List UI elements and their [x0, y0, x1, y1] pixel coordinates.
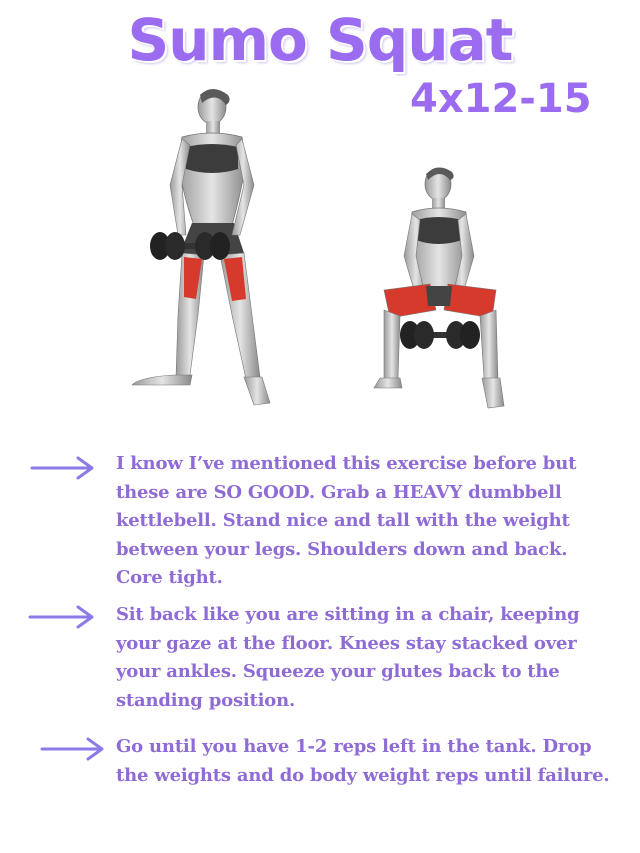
text-line: your ankles. Squeeze your glutes back to the — [116, 661, 560, 682]
text-line: Go until you have 1-2 reps left in the tank. Drop — [116, 736, 592, 757]
instruction-text — [116, 601, 616, 715]
instruction-text — [116, 733, 616, 790]
text-line: your gaze at the floor. Knees stay stacked over — [116, 632, 577, 654]
instruction-text — [116, 450, 616, 593]
woman-standing-with-dumbbell-icon — [120, 85, 290, 415]
arrow-right-icon — [40, 736, 110, 762]
woman-sumo-squat-with-dumbbell-icon — [370, 160, 520, 420]
text-line: kettlebell. Stand nice and tall with the weight — [116, 510, 570, 531]
arrow-right-icon — [28, 604, 100, 630]
text-line: Sit back like you are sitting in a chair, keeping — [116, 604, 580, 625]
exercise-title: Sumo Squat — [127, 6, 513, 74]
sets-reps-label: 4x12-15 — [410, 76, 592, 122]
text-line: Core tight. — [116, 567, 223, 588]
arrow-right-icon — [30, 455, 100, 481]
text-line: standing position. — [116, 689, 296, 711]
text-line: the weights and do body weight reps until failure. — [116, 764, 610, 786]
text-line: I know I’ve mentioned this exercise before but — [116, 453, 577, 474]
text-line: between your legs. Shoulders down and back. — [116, 538, 568, 560]
text-line: these are SO GOOD. Grab a HEAVY dumbbell — [116, 481, 562, 503]
